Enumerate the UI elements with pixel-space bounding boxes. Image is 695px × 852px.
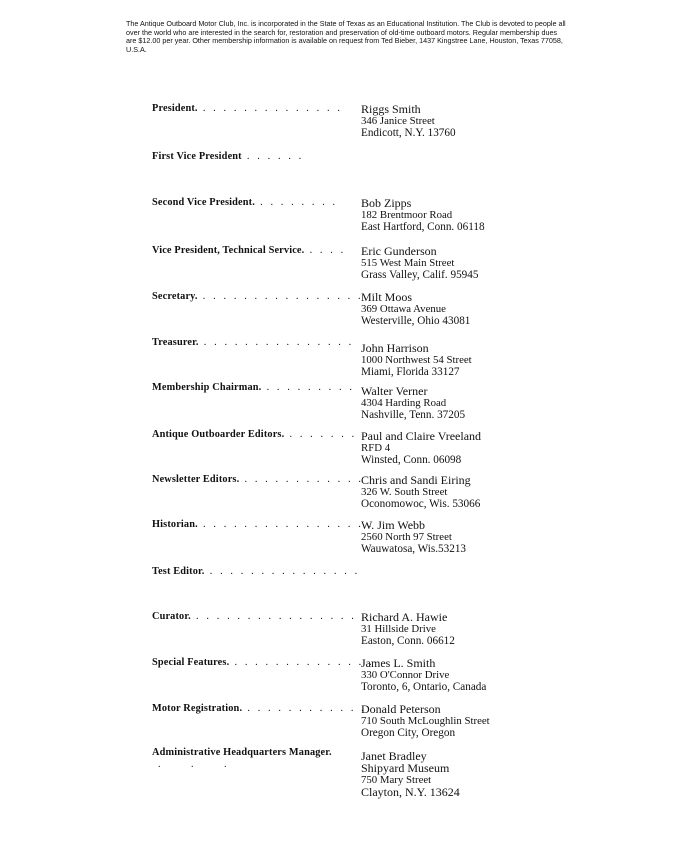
officer-address: Paul and Claire Vreeland RFD 4 Winsted, Conn. 06098 xyxy=(361,429,482,466)
officer-title: Vice President, Technical Service. . . . . xyxy=(152,245,346,256)
officer-address: Chris and Sandi Eiring 326 W. South Street Oconomowoc, Wis. 53066 xyxy=(361,473,481,510)
officer-title: Newsletter Editors. . . . . . . . . . . . . xyxy=(152,474,364,485)
officer-title: Secretary. . . . . . . . . . . . . . . . . xyxy=(152,291,364,302)
officer-title: Test Editor. . . . . . . . . . . . . . . . xyxy=(152,566,360,577)
officer-title: Historian. . . . . . . . . . . . . . . . . . xyxy=(152,519,374,530)
officer-address: Bob Zipps 182 Brentmoor Road East Hartford, Conn. 06118 xyxy=(361,196,485,233)
officer-address: John Harrison 1000 Northwest 54 Street Miami, Florida 33127 xyxy=(361,341,472,378)
officer-title: Second Vice President. . . . . . . . . xyxy=(152,197,338,208)
officer-address: Milt Moos 369 Ottawa Avenue Westerville, Ohio 43081 xyxy=(361,290,471,327)
leader-dots: . . . xyxy=(158,759,241,770)
officer-title: Membership Chairman. . . . . . . . . . xyxy=(152,382,355,393)
officer-address: Donald Peterson 710 South McLoughlin Street Oregon City, Oregon xyxy=(361,702,490,739)
officer-address: Eric Gunderson 515 West Main Street Grass Valley, Calif. 95945 xyxy=(361,244,479,281)
officer-title: Motor Registration. . . . . . . . . . . . . xyxy=(152,703,367,714)
officer-address: James L. Smith 330 O'Connor Drive Toronto, 6, Ontario, Canada xyxy=(361,656,487,693)
officer-title: President. . . . . . . . . . . . . . . xyxy=(152,103,343,114)
officer-title: Administrative Headquarters Manager. xyxy=(152,747,332,758)
officer-title: Treasurer. . . . . . . . . . . . . . . . xyxy=(152,337,354,348)
club-description: The Antique Outboard Motor Club, Inc. is incorporated in the State of Texas as an Educational Institution. The Club is devoted to people all over the world who are interested in the search for, restoration and preservation of old-time outboard motors. Regular membership dues are $12.00 per year. Other membership information is available on request from Ted Bieber, 1437 Kingstree Lane, Houston, Texas 77058, U.S.A. xyxy=(126,19,566,54)
officer-address: Richard A. Hawie 31 Hillside Drive Easton, Conn. 06612 xyxy=(361,610,455,647)
officer-title: First Vice President . . . . . . xyxy=(152,151,304,162)
officer-title: Special Features. . . . . . . . . . . . . . . xyxy=(152,657,375,668)
officer-title: Curator. . . . . . . . . . . . . . . . . . . xyxy=(152,611,378,622)
officer-address: Riggs Smith 346 Janice Street Endicott, N.Y. 13760 xyxy=(361,102,456,139)
officer-address: W. Jim Webb 2560 North 97 Street Wauwatosa, Wis.53213 xyxy=(361,518,467,555)
officer-address: Walter Verner 4304 Harding Road Nashville, Tenn. 37205 xyxy=(361,384,466,421)
officer-title: Antique Outboarder Editors. . . . . . . . xyxy=(152,429,357,440)
officer-address: Janet Bradley Shipyard Museum 750 Mary Street Clayton, N.Y. 13624 xyxy=(361,749,460,799)
